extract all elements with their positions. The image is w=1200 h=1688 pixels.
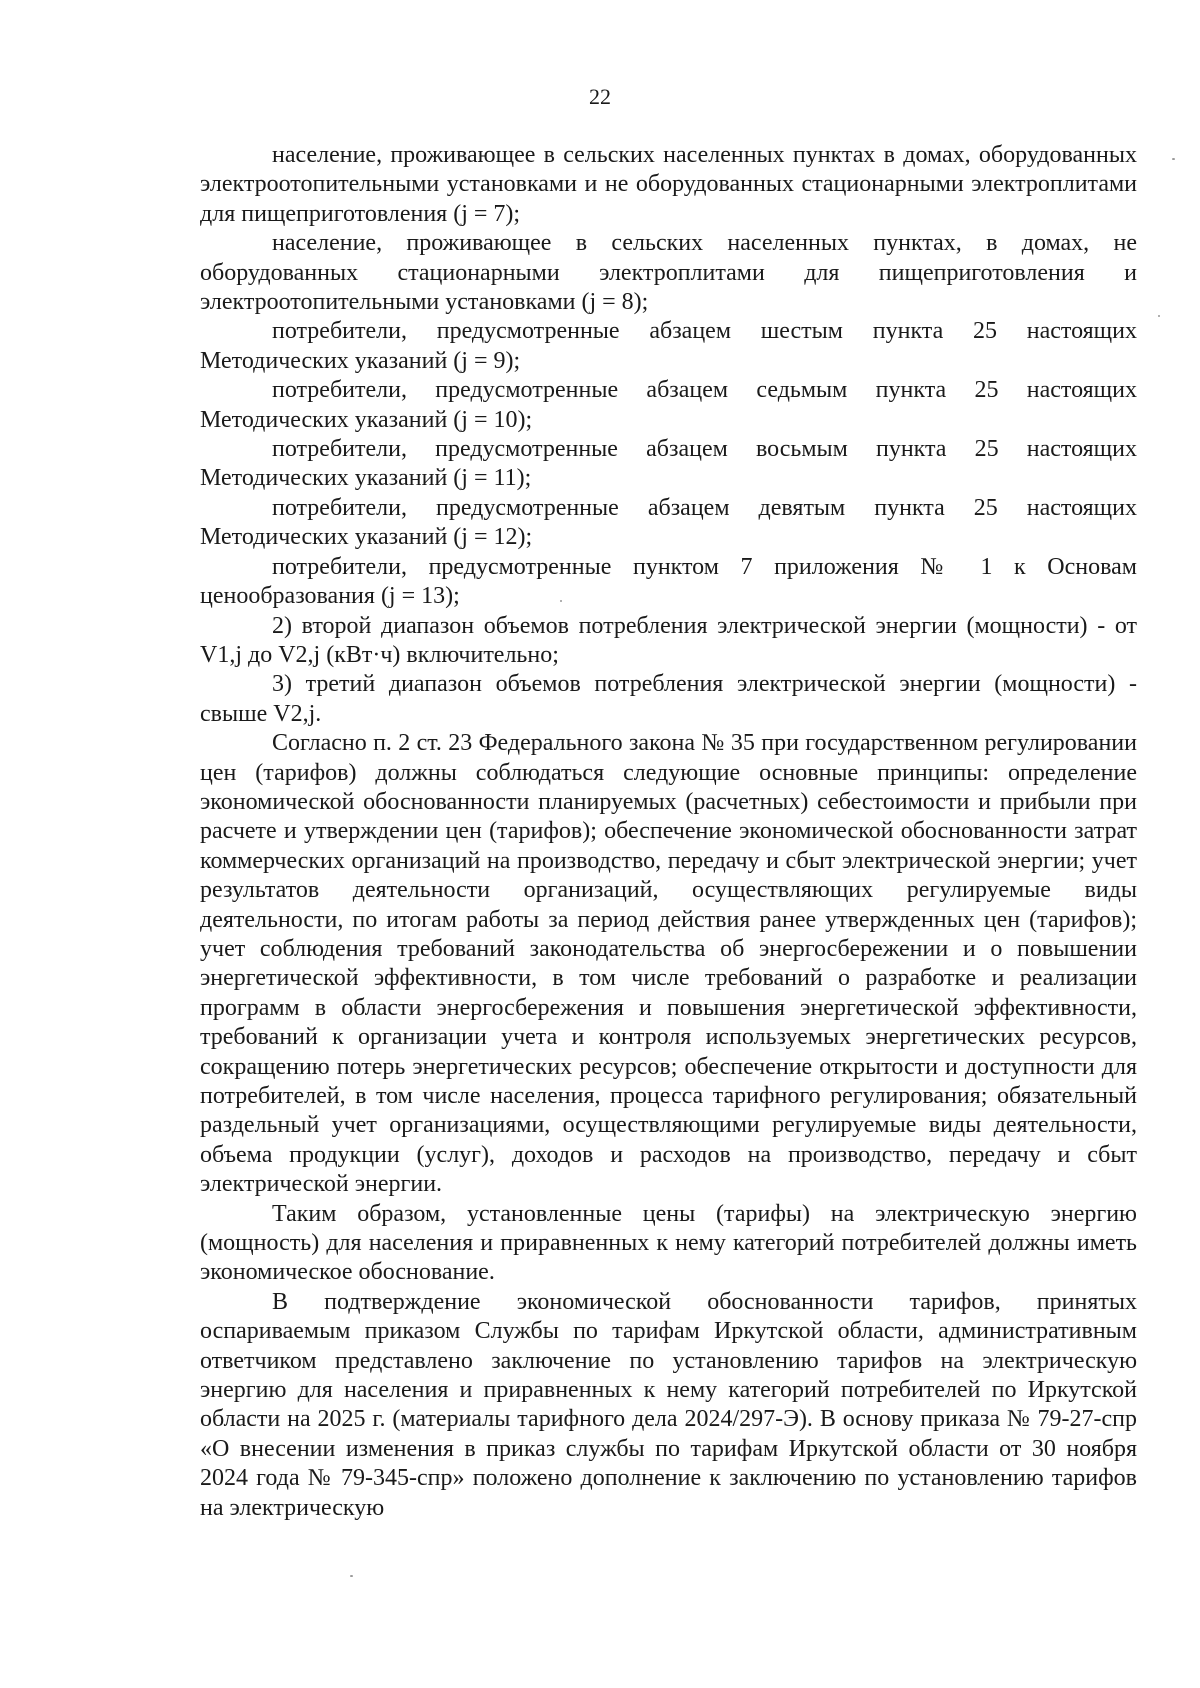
- document-body: [200, 141, 1137, 1523]
- scan-speck: [1158, 315, 1160, 317]
- paragraph-j10: потребители, предусмотренные абзацем седьмым пункта 25 настоящих Методических указаний (j = 10);: [200, 377, 1137, 433]
- paragraph-principles: Согласно п. 2 ст. 23 Федерального закона № 35 при государственном регулировании цен (тарифов) должны соблюдаться следующие основные принципы: определение экономической обоснованности планируемых (расчетных) себестоимости и прибыли при расчете и утверждении цен (тарифов); обеспечение экономической обоснованности затрат коммерческих организаций на производство, передачу и сбыт электрической энергии; учет результатов деятельности организаций, осуществляющих регулируемые виды деятельности, по итогам работы за период действия ранее утвержденных цен (тарифов); учет соблюдения требований законодательства об энергосбережении и о повышении энергетической эффективности, в том числе требований о разработке и реализации программ в области энергосбережения и повышения энергетической эффективности, требований к организации учета и контроля используемых энергетических ресурсов, сокращению потерь энергетических ресурсов; обеспечение открытости и доступности для потребителей, в том числе населения, процесса тарифного регулирования; обязательный раздельный учет организациями, осуществляющими регулируемые виды деятельности, объема продукции (услуг), доходов и расходов на производство, передачу и сбыт электрической энергии.: [200, 730, 1137, 1198]
- paragraph-j8: население, проживающее в сельских населенных пунктах, в домах, не оборудованных стационарными электроплитами для пищеприготовления и электроотопительными установками (j = 8);: [200, 230, 1137, 316]
- paragraph-j11: потребители, предусмотренные абзацем восьмым пункта 25 настоящих Методических указаний (j = 11);: [200, 436, 1137, 492]
- paragraph-third-range: 3) третий диапазон объемов потребления электрической энергии (мощности) - свыше V2,j.: [200, 671, 1137, 727]
- paragraph-j7: население, проживающее в сельских населенных пунктах в домах, оборудованных электроотопительными установками и не оборудованных стационарными электроплитами для пищеприготовления (j = 7);: [200, 142, 1137, 227]
- paragraph-second-range: 2) второй диапазон объемов потребления электрической энергии (мощности) - от V1,j до V2,j (кВт·ч) включительно;: [200, 612, 1137, 668]
- scan-speck: [1172, 158, 1175, 160]
- scan-speck: [350, 1575, 353, 1577]
- paragraph-confirmation: В подтверждение экономической обоснованности тарифов, принятых оспариваемым приказом Службы по тарифам Иркутской области, административным ответчиком представлено заключение по установлению тарифов на электрическую энергию для населения и приравненных к нему категорий потребителей по Иркутской области на 2025 г. (материалы тарифного дела 2024/297-Э). В основу приказа № 79-27-спр «О внесении изменения в приказ службы по тарифам Иркутской области от 30 ноября 2024 года № 79-345-спр» положено дополнение к заключению по установлению тарифов на электрическую: [200, 1288, 1137, 1521]
- paragraph-conclusion: Таким образом, установленные цены (тарифы) на электрическую энергию (мощность) для населения и приравненных к нему категорий потребителей должны иметь экономическое обоснование.: [200, 1200, 1137, 1286]
- scan-speck: [560, 600, 562, 602]
- paragraph-j12: потребители, предусмотренные абзацем девятым пункта 25 настоящих Методических указаний (j = 12);: [200, 494, 1137, 551]
- paragraph-j13: потребители, предусмотренные пунктом 7 приложения № 1 к Основам ценообразования (j = 13);: [200, 553, 1137, 610]
- paragraph-j9: потребители, предусмотренные абзацем шестым пункта 25 настоящих Методических указаний (j = 9);: [200, 318, 1137, 374]
- page-number: 22: [589, 84, 611, 109]
